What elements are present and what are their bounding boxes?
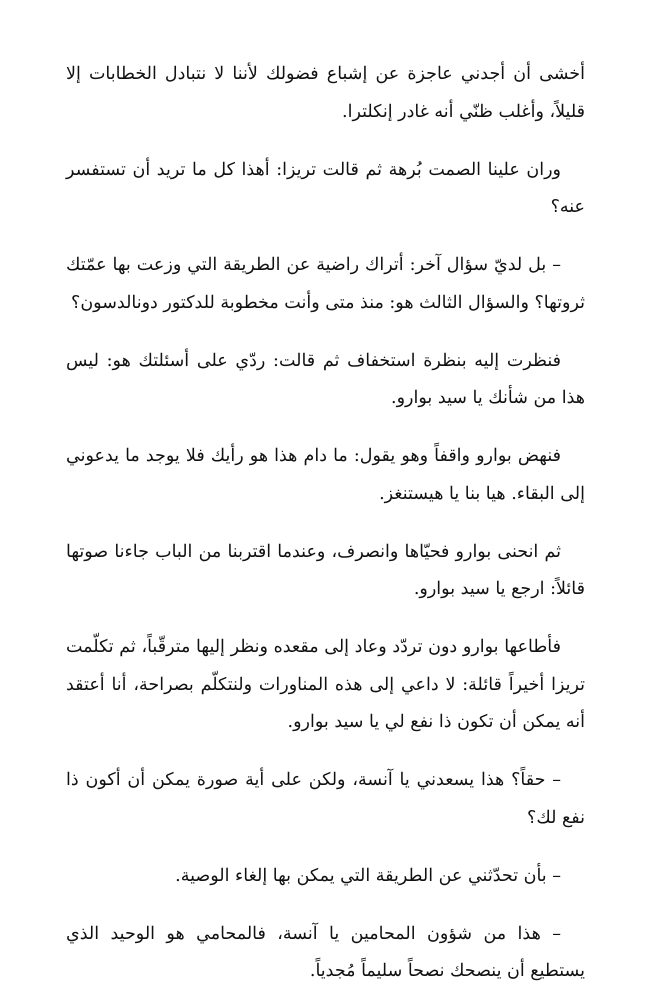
paragraph-10: – هذا من شؤون المحامين يا آنسة، فالمحامي هو الوحيد الذي يستطيع أن ينصحك نصحاً سليماً مُجدياً. (66, 923, 585, 981)
paragraph-8: – حقاً؟ هذا يسعدني يا آنسة، ولكن على أية صورة يمكن أن أكون ذا نفع لك؟ (66, 770, 585, 828)
paragraph-1: أخشى أن أجدني عاجزة عن إشباع فضولك لأننا لا نتبادل الخطابات إلا قليلاً، وأغلب ظنّي أنه غادر إنكلترا. (66, 64, 585, 122)
paragraph-2: وران علينا الصمت بُرهة ثم قالت تريزا: أهذا كل ما تريد أن تستفسر عنه؟ (66, 159, 585, 217)
paragraph-9: – بأن تحدّثني عن الطريقة التي يمكن بها إلغاء الوصية. (175, 865, 561, 886)
paragraph-3: – بل لديّ سؤال آخر: أتراك راضية عن الطريقة التي وزعت بها عمّتك ثروتها؟ والسؤال الثالث هو: منذ متى وأنت مخطوبة للدكتور دونالدسون؟ (66, 255, 585, 313)
paragraph-4: فنظرت إليه بنظرة استخفاف ثم قالت: ردّي على أسئلتك هو: ليس هذا من شأنك يا سيد بوارو. (66, 350, 585, 408)
paragraph-7: فأطاعها بوارو دون تردّد وعاد إلى مقعده ونظر إليها مترقّباً، ثم تكلّمت تريزا أخيراً قائلة: لا داعي إلى هذه المناورات ولنتكلّم بصراحة، أنا أعتقد أنه يمكن أن تكون ذا نفع لي يا سيد بوارو. (66, 637, 585, 732)
paragraph-6: ثم انحنى بوارو فحيّاها وانصرف، وعندما اقتربنا من الباب جاءنا صوتها قائلاً: ارجع يا سيد بوارو. (66, 541, 585, 599)
book-page (66, 56, 585, 991)
paragraph-5: فنهض بوارو واقفاً وهو يقول: ما دام هذا هو رأيك فلا يوجد ما يدعوني إلى البقاء. هيا بنا يا هيستنغز. (66, 446, 585, 504)
